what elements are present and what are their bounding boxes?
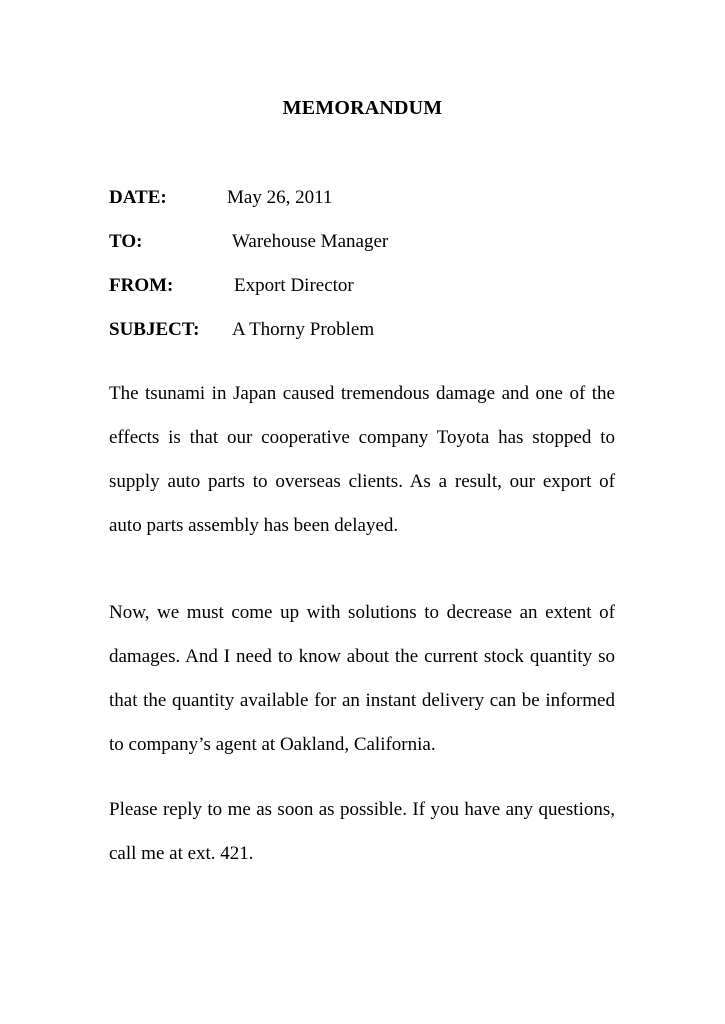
body-paragraph-2: Now, we must come up with solutions to decrease an extent of damages. And I need to know about the current stock quantity so that the quantity available for an instant delivery can be informed to company’s agent at Oakland, California.	[109, 602, 615, 755]
to-value: Warehouse Manager	[232, 231, 389, 252]
from-label: FROM:	[109, 275, 174, 296]
body-paragraph-1: The tsunami in Japan caused tremendous damage and one of the effects is that our cooperative company Toyota has stopped to supply auto parts to overseas clients. As a result, our export of auto parts assembly has been delayed.	[109, 383, 615, 536]
from-value: Export Director	[234, 275, 354, 296]
to-label: TO:	[109, 231, 143, 252]
subject-label: SUBJECT:	[109, 319, 200, 340]
body-paragraph-3: Please reply to me as soon as possible. If you have any questions, call me at ext. 421.	[109, 799, 615, 864]
date-label: DATE:	[109, 187, 167, 208]
subject-value: A Thorny Problem	[232, 319, 375, 340]
date-value: May 26, 2011	[227, 187, 333, 208]
memo-title: MEMORANDUM	[282, 97, 443, 119]
